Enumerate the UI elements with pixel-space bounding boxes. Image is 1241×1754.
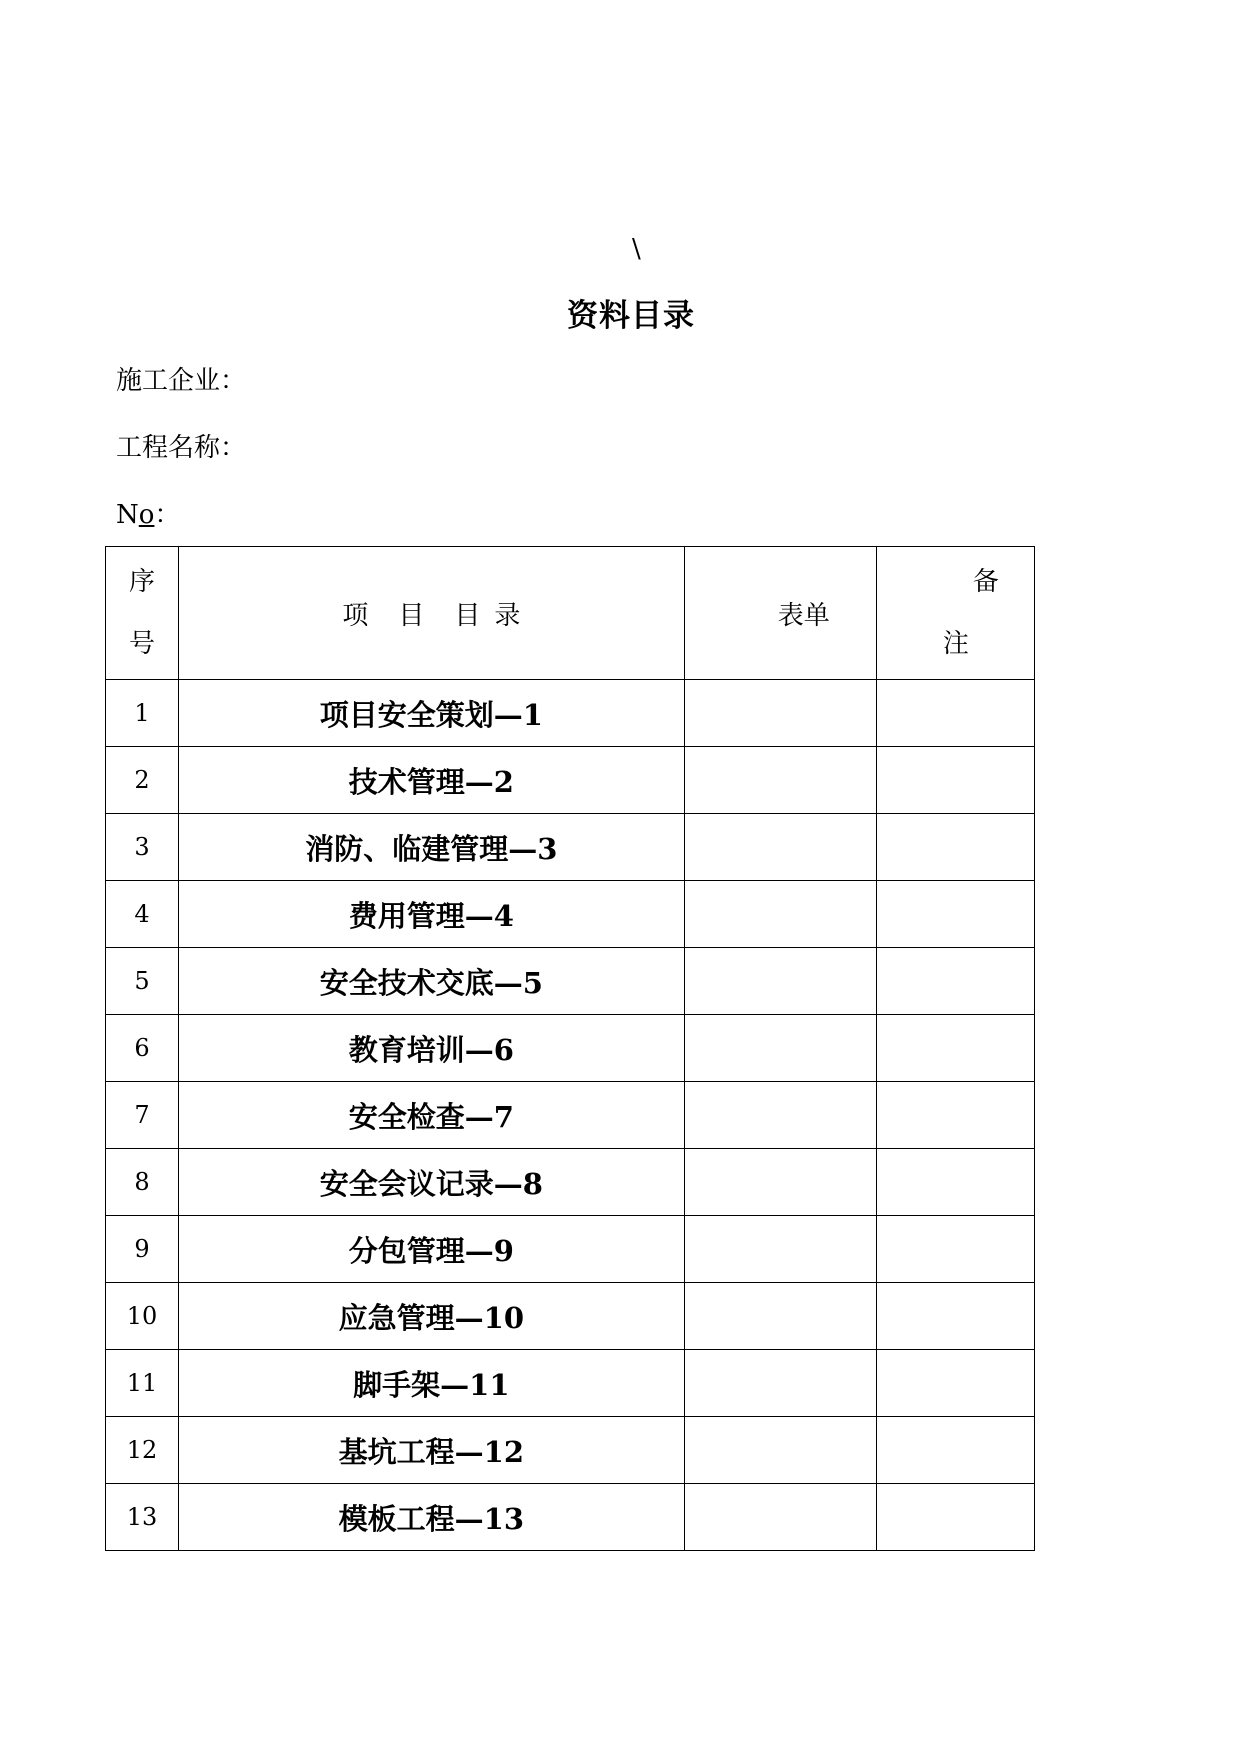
row-item: 模板工程—13 <box>179 1484 685 1551</box>
row-note <box>876 1350 1034 1417</box>
contents-table <box>105 546 1035 1551</box>
row-form <box>684 1149 876 1216</box>
row-item: 安全会议记录—8 <box>179 1149 685 1216</box>
number-prefix: N <box>116 500 139 530</box>
row-form <box>684 680 876 747</box>
header-seq-top: 序 <box>129 567 156 597</box>
table-row <box>106 1283 1035 1350</box>
header-seq <box>106 547 179 680</box>
header-item-char-3: 目 <box>454 600 481 631</box>
row-item: 应急管理—10 <box>179 1283 685 1350</box>
row-form <box>684 1015 876 1082</box>
row-note <box>876 1216 1034 1283</box>
document-title: 资料目录 <box>567 298 695 334</box>
table-row <box>106 814 1035 881</box>
row-note <box>876 1015 1034 1082</box>
row-note <box>876 1484 1034 1551</box>
row-seq: 7 <box>106 1082 179 1149</box>
number-o-underlined: o <box>138 500 155 530</box>
header-item-char-1: 项 <box>342 600 369 631</box>
row-form <box>684 1082 876 1149</box>
table-row <box>106 1082 1035 1149</box>
row-note <box>876 680 1034 747</box>
table-row <box>106 1484 1035 1551</box>
row-note <box>876 1417 1034 1484</box>
row-item: 教育培训—6 <box>179 1015 685 1082</box>
table-row <box>106 1216 1035 1283</box>
header-item <box>179 547 685 680</box>
table-row <box>106 1417 1035 1484</box>
row-note <box>876 1149 1034 1216</box>
row-note <box>876 948 1034 1015</box>
row-seq: 3 <box>106 814 179 881</box>
header-item-char-4: 录 <box>494 600 521 631</box>
row-seq: 11 <box>106 1350 179 1417</box>
row-form <box>684 1216 876 1283</box>
row-item: 项目安全策划—1 <box>179 680 685 747</box>
row-form <box>684 1283 876 1350</box>
header-mark: \ <box>632 234 641 264</box>
row-seq: 5 <box>106 948 179 1015</box>
table-row <box>106 1149 1035 1216</box>
row-item: 安全技术交底—5 <box>179 948 685 1015</box>
row-item: 消防、临建管理—3 <box>179 814 685 881</box>
row-form <box>684 747 876 814</box>
table-row <box>106 680 1035 747</box>
row-seq: 8 <box>106 1149 179 1216</box>
row-item: 安全检查—7 <box>179 1082 685 1149</box>
row-form <box>684 1417 876 1484</box>
header-note-bottom: 注 <box>942 629 969 659</box>
company-field-label: 施工企业： <box>116 366 247 396</box>
row-form <box>684 881 876 948</box>
table-row <box>106 1350 1035 1417</box>
table-row <box>106 747 1035 814</box>
project-name-field-label: 工程名称： <box>116 433 247 463</box>
row-seq: 12 <box>106 1417 179 1484</box>
number-colon: ： <box>154 500 181 530</box>
row-note <box>876 814 1034 881</box>
row-note <box>876 881 1034 948</box>
row-item: 脚手架—11 <box>179 1350 685 1417</box>
table-row <box>106 881 1035 948</box>
row-note <box>876 1082 1034 1149</box>
row-item: 基坑工程—12 <box>179 1417 685 1484</box>
table-row <box>106 1015 1035 1082</box>
row-form <box>684 1350 876 1417</box>
table-header-row <box>106 547 1035 680</box>
number-field-label <box>116 498 180 532</box>
row-seq: 1 <box>106 680 179 747</box>
row-note <box>876 747 1034 814</box>
header-form: 表单 <box>684 547 876 680</box>
row-seq: 6 <box>106 1015 179 1082</box>
row-item: 分包管理—9 <box>179 1216 685 1283</box>
row-item: 技术管理—2 <box>179 747 685 814</box>
header-note <box>876 547 1034 680</box>
row-form <box>684 1484 876 1551</box>
row-form <box>684 814 876 881</box>
row-seq: 4 <box>106 881 179 948</box>
header-note-top: 备 <box>972 567 999 597</box>
row-note <box>876 1283 1034 1350</box>
table-row <box>106 948 1035 1015</box>
row-seq: 9 <box>106 1216 179 1283</box>
header-seq-bottom: 号 <box>129 629 156 659</box>
row-item: 费用管理—4 <box>179 881 685 948</box>
row-seq: 13 <box>106 1484 179 1551</box>
row-seq: 10 <box>106 1283 179 1350</box>
row-seq: 2 <box>106 747 179 814</box>
header-item-char-2: 目 <box>398 600 425 631</box>
row-form <box>684 948 876 1015</box>
